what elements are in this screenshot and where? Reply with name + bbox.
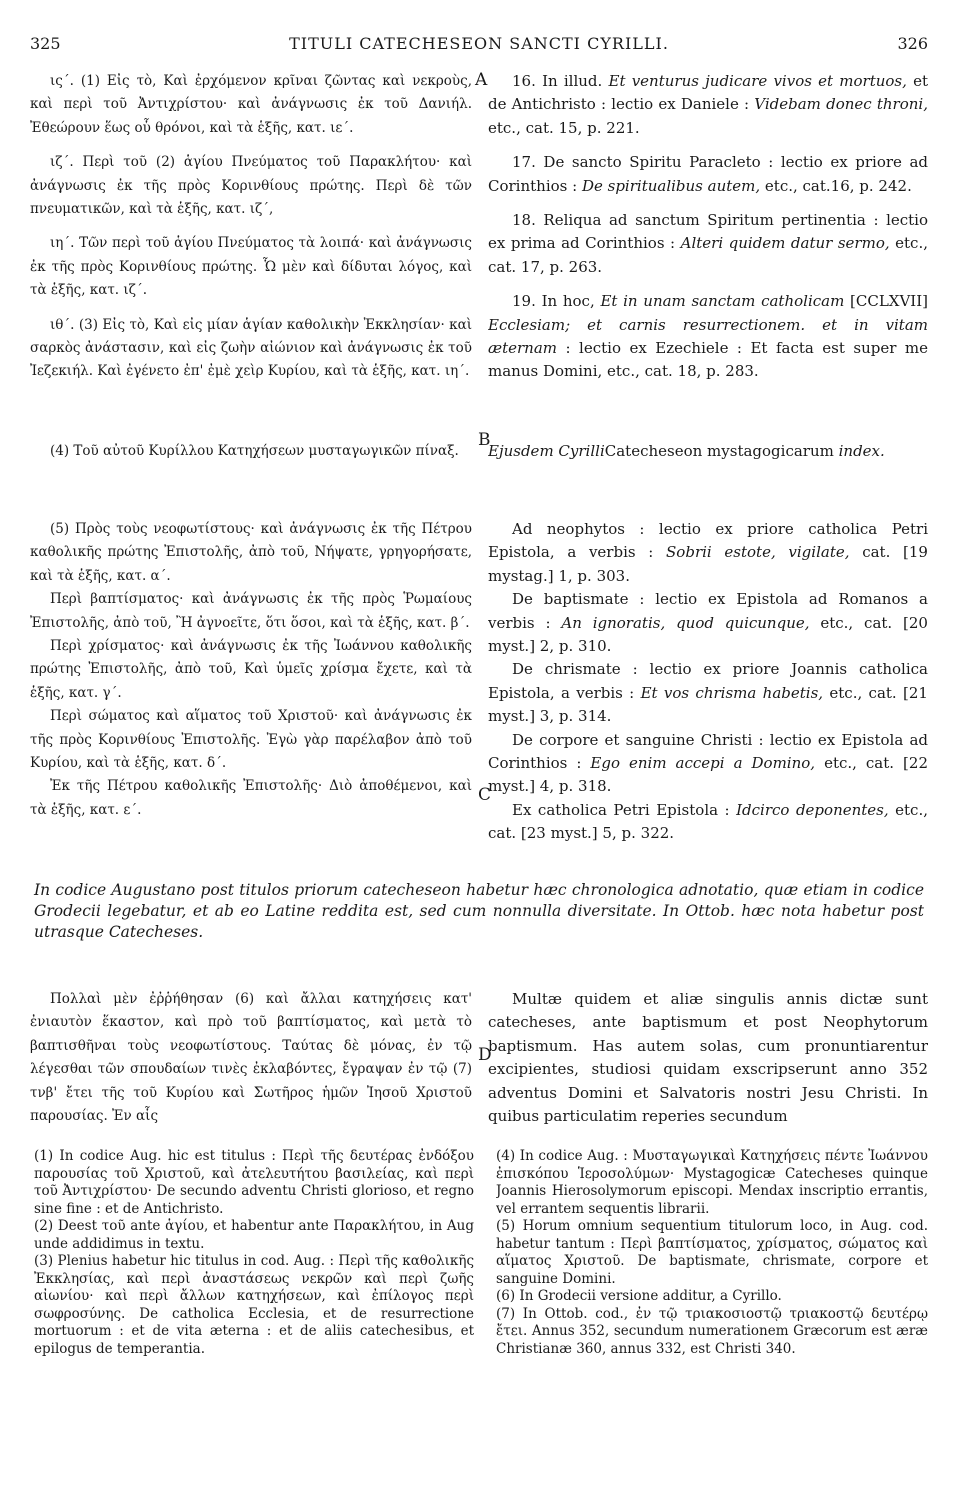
footnote-5: (5) Horum omnium sequentium titulorum loco, in Aug. cod. habetur tantum : Περὶ βαπτίσματος, χρίσματος, σώματος καὶ αἵματος Χριστοῦ. De baptismate, chrismate, corpore et sanguine Domini.: [496, 1218, 928, 1287]
footnotes-left: [34, 1148, 474, 1483]
latin-myst-3: De chrismate : lectio ex priore Joannis catholica Epistola, a verbis : Et vos chrisma habetis, etc., cat. [21 myst.] 3, p. 314.: [488, 660, 928, 726]
greek-title-17: ιζ΄. Περὶ τοῦ (2) ἁγίου Πνεύματος τοῦ Παρακλήτου· καὶ ἀνάγνωσις ἐκ τῆς πρὸς Κορινθίους πρώτης. Περὶ δὲ τῶν πνευματικῶν, καὶ τὰ ἑξῆς, κατ. ιζ΄,: [30, 154, 472, 218]
greek-myst-1: (5) Πρὸς τοὺς νεοφωτίστους· καὶ ἀνάγνωσις ἐκ τῆς Πέτρου καθολικῆς πρώτης Ἐπιστολῆς, ἀπὸ τοῦ, Νήψατε, γρηγορήσατε, καὶ τὰ ἑξῆς, κατ. α΄.: [30, 521, 472, 584]
footnote-1: (1) In codice Aug. hic est titulus : Περὶ τῆς δευτέρας ἐνδόξου παρουσίας τοῦ Χριστοῦ, καὶ ἀτελευτήτου βασιλείας, καὶ περὶ τοῦ Ἀντιχρίστου· De secundo adventu Christi glorioso, et regno sine fine : et de Antichristo.: [34, 1148, 474, 1217]
page-number-left: 325: [30, 34, 61, 53]
running-title: TITULI CATECHESEON SANCTI CYRILLI.: [289, 34, 669, 53]
margin-letter-c: C: [478, 785, 492, 805]
greek-myst-5: Ἐκ τῆς Πέτρου καθολικῆς Ἐπιστολῆς· Διὸ ἀποθέμενοι, καὶ τὰ ἑξῆς, κατ. ε΄.: [30, 778, 472, 818]
latin-title-19: 19. In hoc, Et in unam sanctam catholicam [CCLXVII] Ecclesiam; et carnis resurrectionem. et in vitam æternam : lectio ex Ezechiele : Et facta est super me manus Domini, etc., cat. 18, p. 283.: [488, 292, 928, 381]
greek-index-heading: (4) Τοῦ αὐτοῦ Κυρίλλου Κατηχήσεων μυσταγωγικῶν πίναξ.: [50, 443, 459, 459]
footnote-2: (2) Deest τοῦ ante ἁγίου, et habentur ante Παρακλήτου, in Aug unde addidimus in textu.: [34, 1218, 474, 1252]
footnote-7: (7) In Ottob. cod., ἐν τῷ τριακοσιοστῷ τριακοστῷ δευτέρῳ ἔτει. Annus 352, secundum numerationem Græcorum est æræ Christianæ 360, annus 332, est Christi 340.: [496, 1305, 928, 1357]
greek-myst-2: Περὶ βαπτίσματος· καὶ ἀνάγνωσις ἐκ τῆς πρὸς Ῥωμαίους Ἐπιστολῆς, ἀπὸ τοῦ, Ἢ ἀγνοεῖτε, ὅτι ὅσοι, καὶ τὰ ἑξῆς, κατ. β΄.: [30, 591, 472, 631]
footnotes-right: [496, 1148, 928, 1483]
footnote-6: (6) In Grodecii versione additur, a Cyrillo.: [496, 1288, 782, 1304]
margin-letter-b: B: [478, 430, 491, 450]
greek-titles-top: [30, 70, 472, 405]
greek-myst-4: Περὶ σώματος καὶ αἵματος τοῦ Χριστοῦ· καὶ ἀνάγνωσις ἐκ τῆς πρὸς Κορινθίους Ἐπιστολῆς. Ἐγὼ γὰρ παρέλαβον ἀπὸ τοῦ Κυρίου, καὶ τὰ ἑξῆς, κατ. δ΄.: [30, 708, 472, 772]
greek-title-16: ις΄. (1) Εἰς τὸ, Καὶ ἐρχόμενον κρῖναι ζῶντας καὶ νεκροὺς, καὶ περὶ τοῦ Ἀντιχρίστου· καὶ ἀνάγνωσις ἐκ τοῦ Δανιήλ. Ἐθεώρουν ἕως οὗ θρόνοι, καὶ τὰ ἑξῆς, κατ. ιε΄.: [30, 73, 472, 136]
latin-myst-2: De baptismate : lectio ex Epistola ad Romanos a verbis : An ignoratis, quod quicunque, etc., cat. [20 myst.] 2, p. 310.: [488, 590, 928, 656]
margin-letter-d: D: [478, 1045, 492, 1065]
running-header: [30, 34, 928, 60]
latin-myst-5: Ex catholica Petri Epistola : Idcirco deponentes, etc., cat. [23 myst.] 5, p. 322.: [488, 800, 928, 843]
footnote-4: (4) In codice Aug. : Μυσταγωγικαὶ Κατηχήσεις πέντε Ἰωάννου ἐπισκόπου Ἱεροσολύμων· Mystagogicæ Catecheses quinque Joannis Hierosolymorum episcopi. Mendax inscriptio errantis, vel errantem sequentis librarii.: [496, 1148, 928, 1217]
greek-mystagogic-titles: [30, 518, 472, 858]
greek-title-18: ιη΄. Τῶν περὶ τοῦ ἁγίου Πνεύματος τὰ λοιπά· καὶ ἀνάγνωσις ἐκ τῆς πρὸς Κορινθίους πρώτης. Ὧ μὲν καὶ δίδυται λόγος, καὶ τὰ ἑξῆς, κατ. ιζ΄.: [30, 235, 472, 299]
latin-titles-top: [488, 70, 928, 405]
latin-chronological-note: Multæ quidem et aliæ singulis annis dictæ sunt catecheses, ante baptismum et post Neophytorum baptismum. Has autem solas, cum pronuntiarentur excipientes, studiosi quidam exscripserunt anno 352 adventus Domini et Salvatoris nostri Jesu Christi. In quibus particulatim reperies secundum: [488, 990, 928, 1126]
greek-title-19: ιθ΄. (3) Εἰς τὸ, Καὶ εἰς μίαν ἁγίαν καθολικὴν Ἐκκλησίαν· καὶ σαρκὸς ἀνάστασιν, καὶ εἰς ζωὴν αἰώνιον καὶ ἀνάγνωσις ἐκ τοῦ Ἰεζεκιήλ. Καὶ ἐγένετο ἐπ' ἐμὲ χεὶρ Κυρίου, καὶ τὰ ἑξῆς, κατ. ιη΄.: [30, 316, 472, 380]
latin-title-18: 18. Reliqua ad sanctum Spiritum pertinentia : lectio ex prima ad Corinthios : Alteri quidem datur sermo, etc., cat. 17, p. 263.: [488, 211, 928, 276]
latin-myst-1: Ad neophytos : lectio ex priore catholica Petri Epistola, a verbis : Sobrii estote, vigilate, cat. [19 mystag.] 1, p. 303.: [488, 520, 928, 585]
footnote-3: (3) Plenius habetur hic titulus in cod. Aug. : Περὶ τῆς καθολικῆς Ἐκκλησίας, καὶ περὶ ἀναστάσεως νεκρῶν καὶ περὶ ζωῆς αἰωνίου· καὶ περὶ ἄλλων κατηχήσεων, καὶ ἐπίλογος περὶ σωφροσύνης. De catholica Ecclesia, et de resurrectione mortuorum : et de vita æterna : et de aliis catechesibus, et epilogus de temperantia.: [34, 1253, 474, 1357]
italic-editorial-note: In codice Augustano post titulos priorum catecheseon habetur hæc chronologica adnotatio, quæ etiam in codice Grodecii legebatur, et ab eo Latine reddita est, sed cum nonnulla diversitate. In Ottob. hæc nota habetur post utrasque Catecheses.: [34, 881, 924, 941]
greek-chronological-note: Πολλαὶ μὲν ἐῤῥήθησαν (6) καὶ ἄλλαι κατηχήσεις κατ' ἐνιαυτὸν ἕκαστον, καὶ πρὸ τοῦ βαπτίσματος, καὶ μετὰ τὸ βαπτισθῆναι τοὺς νεοφωτίστους. Ταύτας δὲ μόνας, ἐν τῷ λέγεσθαι τῶν σπουδαίων τινὲς ἐκλαβόντες, ἔγραψαν ἐν τῷ (7) τνβ' ἔτει τῆς τοῦ Κυρίου καὶ Σωτῆρος ἡμῶν Ἰησοῦ Χριστοῦ παρουσίας. Ἐν αἷς: [30, 991, 472, 1125]
greek-myst-3: Περὶ χρίσματος· καὶ ἀνάγνωσις ἐκ τῆς Ἰωάννου καθολικῆς πρώτης Ἐπιστολῆς, ἀπὸ τοῦ, Καὶ ὑμεῖς χρίσμα ἔχετε, καὶ τὰ ἑξῆς, κατ. γ΄.: [30, 638, 472, 701]
latin-title-16: 16. In illud. Et venturus judicare vivos et mortuos, et de Antichristo : lectio ex Daniele : Videbam donec throni, etc., cat. 15, p. 221.: [488, 72, 928, 137]
latin-mystagogic-titles: [488, 518, 928, 858]
page-number-right: 326: [897, 34, 928, 53]
latin-index-heading: Ejusdem CyrilliCatecheseon mystagogicarum index.: [488, 442, 885, 460]
latin-myst-4: De corpore et sanguine Christi : lectio ex Epistola ad Corinthios : Ego enim accepi a Domino, etc., cat. [22 myst.] 4, p. 318.: [488, 730, 928, 796]
margin-letter-a: A: [475, 70, 488, 90]
latin-title-17: 17. De sancto Spiritu Paracleto : lectio ex priore ad Corinthios : De spiritualibus autem, etc., cat.16, p. 242.: [488, 153, 928, 195]
